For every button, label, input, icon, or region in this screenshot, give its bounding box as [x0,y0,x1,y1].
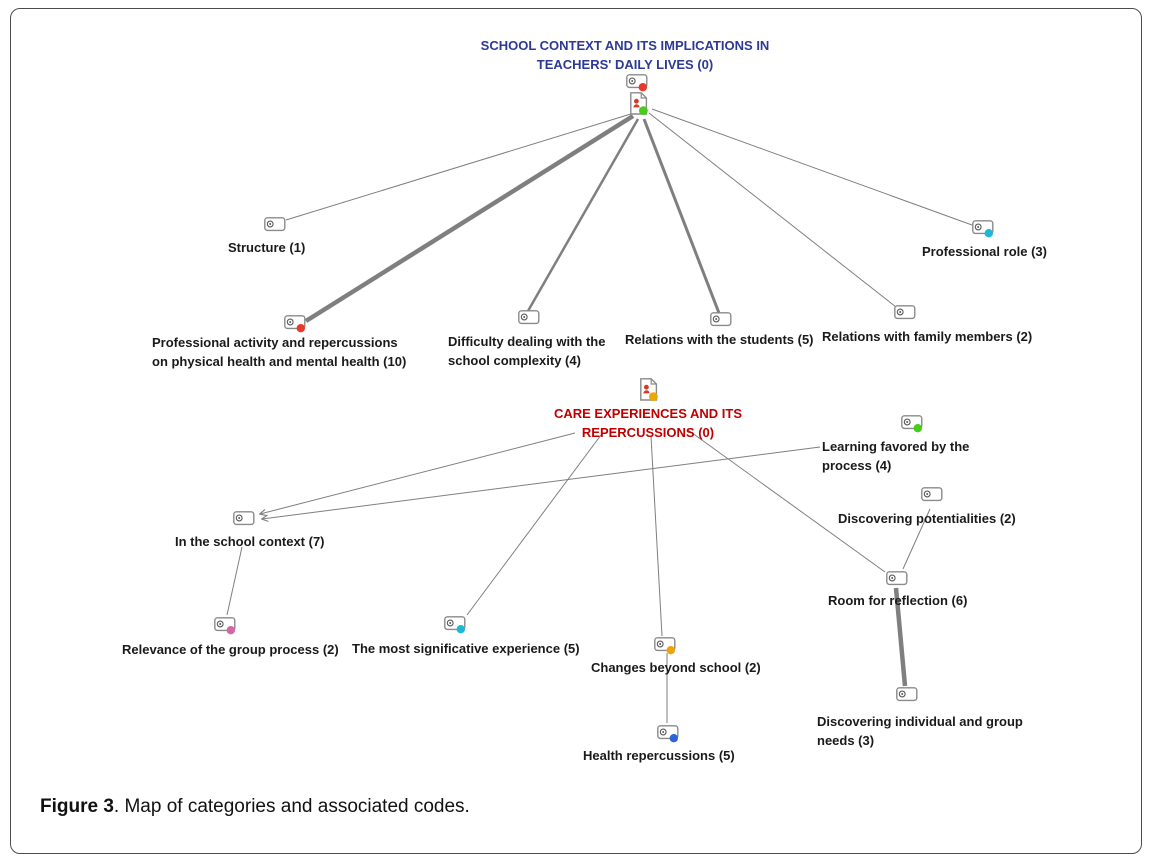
figure-caption [40,796,470,818]
code-discovering-potentialities-tag-icon [922,488,942,501]
edge [306,116,633,321]
code-changes-beyond-school-tag-icon [655,638,675,655]
code-difficulty-school-complexity-tag-icon [519,311,539,324]
edge [286,113,634,220]
figure-caption-number: Figure 3 [40,796,114,817]
code-health-repercussions-tag-icon [658,726,678,743]
code-relations-family-tag-icon [895,306,915,319]
code-health-repercussions-label: Health repercussions (5) [583,748,735,763]
category-care-experiences-label: CARE EXPERIENCES AND ITS REPERCUSSIONS (0) [553,406,743,440]
edge [260,433,575,514]
code-room-for-reflection-tag-icon [887,572,907,585]
code-health-repercussions-color-dot [670,734,678,742]
code-changes-beyond-school-color-dot [667,646,675,654]
code-discovering-potentialities-label: Discovering potentialities (2) [838,511,1016,526]
code-discovering-individual-needs-label: Discovering individual and group needs (3) [817,714,1023,748]
code-structure-label: Structure (1) [228,240,306,255]
code-most-significative-label: The most significative experience (5) [352,641,580,656]
edge [651,436,662,636]
code-relations-students-label: Relations with the students (5) [625,332,814,347]
code-professional-role-color-dot [985,229,993,237]
code-difficulty-school-complexity-label: Difficulty dealing with the school complexity (4) [448,334,606,368]
code-most-significative-color-dot [457,625,465,633]
code-professional-activity-tag-icon [285,316,305,333]
code-relevance-group-process-label: Relevance of the group process (2) [122,642,339,657]
figure-caption-text: . Map of categories and associated codes. [113,796,470,817]
category-school-context-document-icon [631,93,648,115]
code-discovering-individual-needs-tag-icon [897,688,917,701]
code-relevance-group-process-tag-icon [215,618,235,635]
code-changes-beyond-school-label: Changes beyond school (2) [591,660,761,675]
edge [262,447,820,519]
edge [644,119,719,313]
code-structure-tag-icon [265,218,285,231]
category-school-context-color-dot [639,106,648,115]
code-professional-activity-color-dot [297,324,305,332]
code-in-school-context-tag-icon [234,512,254,525]
code-in-school-context-label: In the school context (7) [175,534,325,549]
category-care-experiences-document-icon [641,379,658,401]
edge [467,435,601,615]
edge [652,109,972,225]
category-care-experiences-color-dot [649,392,658,401]
code-learning-favored-tag-icon [902,416,922,433]
category-school-context-color-dot [639,83,647,91]
code-professional-role-tag-icon [973,221,993,238]
code-most-significative-tag-icon [445,617,465,634]
category-school-context-tag-icon [627,75,647,92]
code-relations-students-tag-icon [711,313,731,326]
edge [649,113,896,307]
code-room-for-reflection-label: Room for reflection (6) [828,593,968,608]
code-learning-favored-color-dot [914,424,922,432]
code-relevance-group-process-color-dot [227,626,235,634]
code-professional-role-label: Professional role (3) [922,244,1047,259]
code-learning-favored-label: Learning favored by the process (4) [822,439,970,473]
code-relations-family-label: Relations with family members (2) [822,329,1033,344]
edge [227,547,242,615]
category-school-context-label: SCHOOL CONTEXT AND ITS IMPLICATIONS IN TEACHERS' DAILY LIVES (0) [480,38,770,72]
code-professional-activity-label: Professional activity and repercussions on physical health and mental health (10) [152,335,407,369]
